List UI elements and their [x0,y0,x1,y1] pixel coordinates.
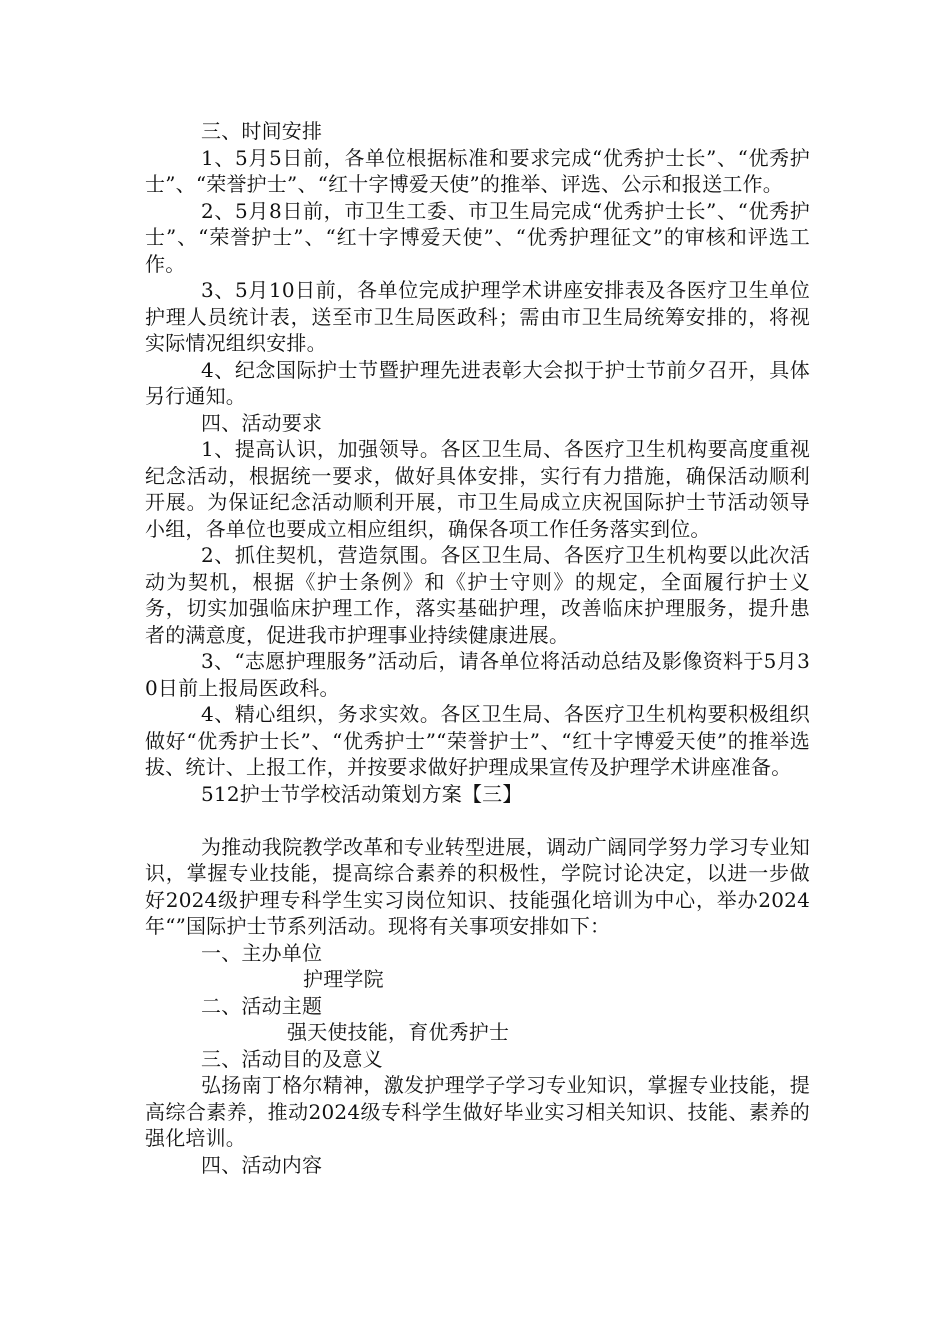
schedule-item-1: 1、5月5日前，各单位根据标准和要求完成“优秀护士长”、“优秀护士”、“荣誉护士”、“红十字博爱天使”的推举、评选、公示和报送工作。 [145,145,810,196]
requirement-item-3: 3、“志愿护理服务”活动后，请各单位将活动总结及影像资料于5月30日前上报局医政科。 [145,649,810,700]
activity-theme: 强天使技能，育优秀护士 [287,1020,510,1044]
blank-line [145,807,810,834]
organizer-name: 护理学院 [303,967,384,991]
requirement-item-4: 4、精心组织，务求实效。各区卫生局、各医疗卫生机构要积极组织做好“优秀护士长”、“优秀护士”“荣誉护士”、“红十字博爱天使”的推举选拔、统计、上报工作，并按要求做好护理成果宣传及护理学术讲座准备。 [145,702,810,779]
requirement-item-2: 2、抓住契机，营造氛围。各区卫生局、各医疗卫生机构要以此次活动为契机，根据《护士条例》和《护士守则》的规定，全面履行护士义务，切实加强临床护理工作，落实基础护理，改善临床护理服务，提升患者的满意度，促进我市护理事业持续健康进展。 [145,543,810,647]
schedule-item-4: 4、纪念国际护士节暨护理先进表彰大会拟于护士节前夕召开，具体另行通知。 [145,357,810,408]
schedule-item-2: 2、5月8日前，市卫生工委、市卫生局完成“优秀护士长”、“优秀护士”、“荣誉护士”、“红十字博爱天使”、“优秀护理征文”的审核和评选工作。 [145,198,810,276]
section-heading-schedule: 三、时间安排 [201,119,323,143]
section-heading-requirements: 四、活动要求 [201,410,323,435]
requirement-item-1: 1、提高认识，加强领导。各区卫生局、各医疗卫生机构要高度重视纪念活动，根据统一要求，做好具体安排，实行有力措施，确保活动顺利开展。为保证纪念活动顺利开展，市卫生局成立庆祝国际护士节活动领导小组，各单位也要成立相应组织，确保各项工作任务落实到位。 [145,437,810,541]
section-heading-theme: 二、活动主题 [201,993,323,1018]
schedule-item-3: 3、5月10日前，各单位完成护理学术讲座安排表及各医疗卫生单位护理人员统计表，送至市卫生局医政科；需由市卫生局统筹安排的，将视实际情况组织安排。 [145,278,810,355]
purpose-text: 弘扬南丁格尔精神，激发护理学子学习专业知识，掌握专业技能，提高综合素养，推动2024级专科学生做好毕业实习相关知识、技能、素养的强化培训。 [145,1073,810,1150]
document-body [145,118,810,1178]
section-heading-organizer: 一、主办单位 [201,940,323,965]
plan-intro: 为推动我院教学改革和专业转型进展，调动广阔同学努力学习专业知识，掌握专业技能，提高综合素养的积极性，学院讨论决定，以进一步做好2024级护理专科学生实习岗位知识、技能强化培训为中心，举办2024年“”国际护士节系列活动。现将有关事项安排如下： [145,834,810,938]
section-heading-purpose: 三、活动目的及意义 [201,1046,383,1071]
plan-title: 512护士节学校活动策划方案【三】 [201,781,523,806]
section-heading-content: 四、活动内容 [201,1152,323,1177]
